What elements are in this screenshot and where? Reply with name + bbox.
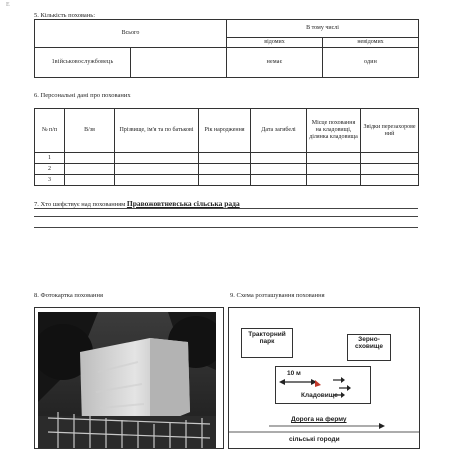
header-number: № п/п <box>35 109 65 153</box>
header-birth-year: Рік народження <box>199 109 251 153</box>
header-death-date: Дата загибелі <box>251 109 307 153</box>
header-burial-place: Місце поховання на кладовищі, ділянка кладовища <box>307 109 361 153</box>
unknown-value-cell: один <box>323 48 419 78</box>
row-label-cell: 1військовослужбовець <box>35 48 131 78</box>
table-row <box>35 175 419 186</box>
patron-value: Правожовтневська сільська рада <box>126 199 240 208</box>
grain-storage-box: Зерно-сховище <box>347 334 391 361</box>
col-including-header: В тому числі <box>227 20 419 38</box>
col-total-header: Всього <box>35 20 227 48</box>
burial-count-table <box>34 19 419 78</box>
cell <box>115 153 199 164</box>
cell <box>65 175 115 186</box>
cell <box>115 164 199 175</box>
cell <box>361 175 419 186</box>
section8-title: 8. Фотокартка поховання <box>34 292 103 299</box>
header-reburied-from: Звідки перезахорове ний <box>361 109 419 153</box>
row-number: 3 <box>35 175 65 186</box>
burial-photo <box>38 312 216 448</box>
cell <box>199 164 251 175</box>
section6-title: 6. Персональні дані про похованих <box>34 92 131 99</box>
photo-image <box>38 312 216 448</box>
cell <box>199 175 251 186</box>
cell <box>251 164 307 175</box>
gardens-label: сільські городи <box>289 436 340 443</box>
row-number: 2 <box>35 164 65 175</box>
edge-mark: E <box>6 2 10 8</box>
cell <box>307 175 361 186</box>
cell <box>65 164 115 175</box>
table-row <box>35 164 419 175</box>
personal-data-table <box>34 108 419 186</box>
tractor-park-box: Тракторний парк <box>241 328 293 358</box>
section9-title: 9. Схема розташування поховання <box>230 292 325 299</box>
cell <box>115 175 199 186</box>
header-full-name: Прізвище, ім'я та по батькові <box>115 109 199 153</box>
cell <box>251 153 307 164</box>
cell <box>361 164 419 175</box>
blank-line <box>34 216 418 217</box>
section7-line <box>34 199 240 208</box>
section5-title: 5. Кількість поховань: <box>34 12 96 19</box>
cell <box>199 153 251 164</box>
cell <box>65 153 115 164</box>
col-unknown-header: невідомих <box>323 38 419 48</box>
col-known-header: відомих <box>227 38 323 48</box>
scheme-arrows <box>229 308 419 448</box>
header-rank: В/зв <box>65 109 115 153</box>
underline-rule <box>34 208 418 209</box>
cell <box>307 164 361 175</box>
distance-label: 10 м <box>287 370 301 377</box>
table-row <box>35 153 419 164</box>
section7-prefix: 7. Хто шефствує над похованням <box>34 201 126 208</box>
road-to-farm-label: Дорога на ферму <box>291 416 347 423</box>
blank-line <box>34 227 418 228</box>
location-scheme <box>228 307 420 449</box>
cell <box>361 153 419 164</box>
known-value-cell: немає <box>227 48 323 78</box>
cell <box>251 175 307 186</box>
cemetery-label: Кладовище <box>301 392 338 399</box>
row-number: 1 <box>35 153 65 164</box>
cell <box>307 153 361 164</box>
empty-cell <box>131 48 227 78</box>
